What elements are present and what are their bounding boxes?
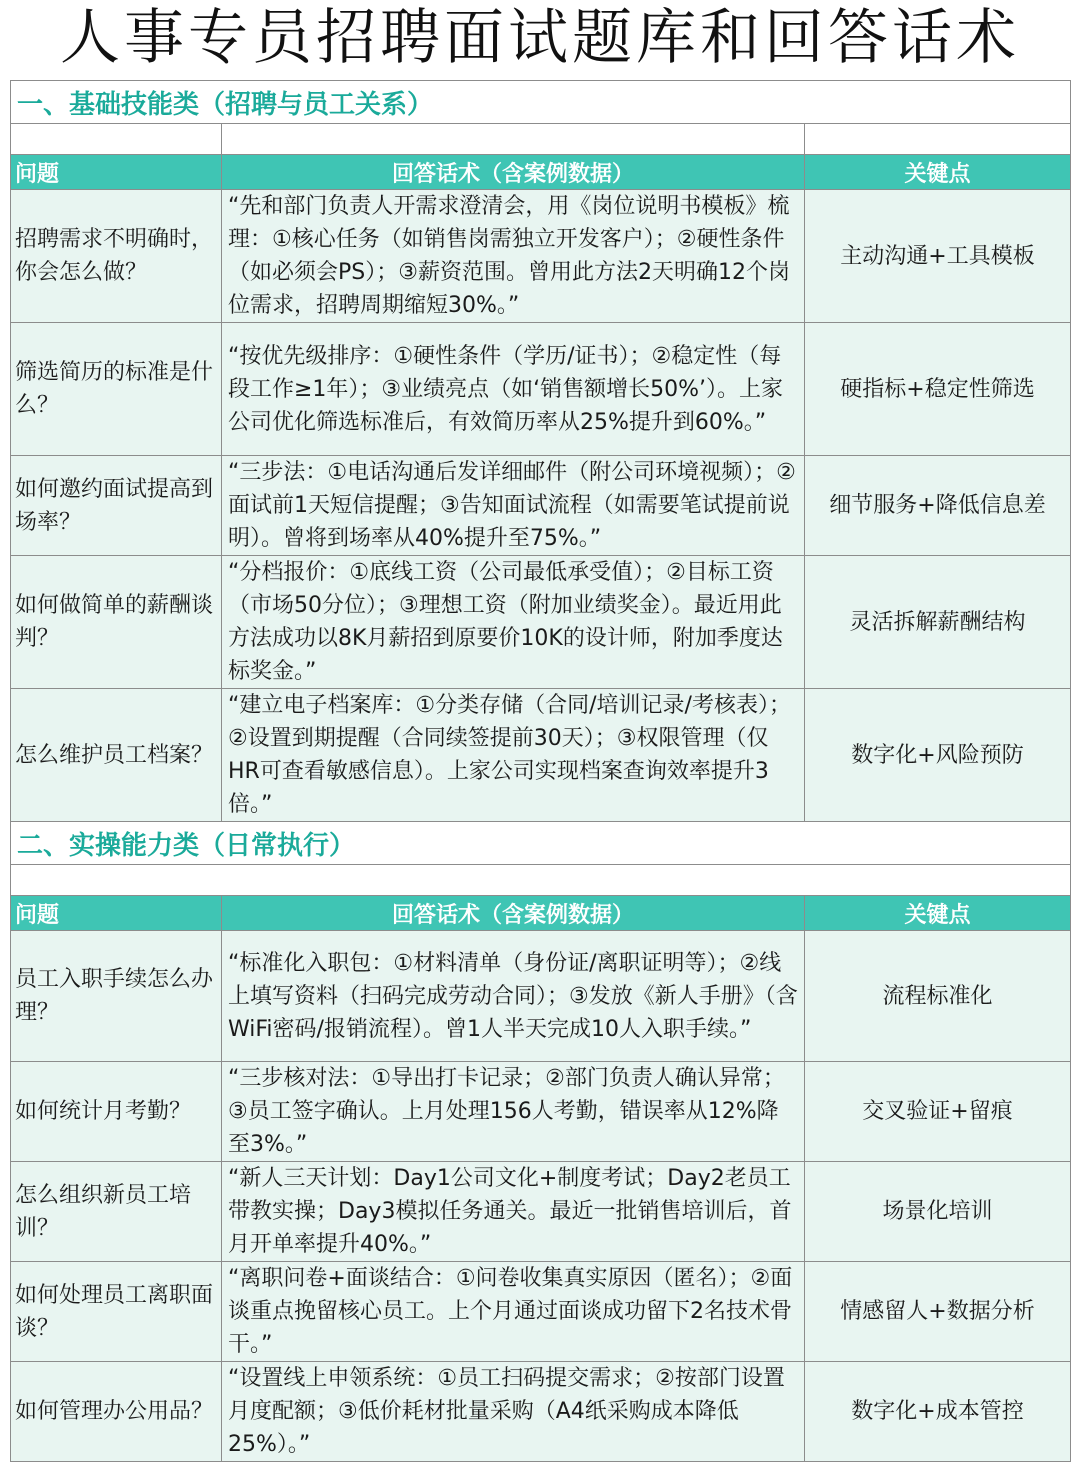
header-answer: 回答话术（含案例数据） (222, 155, 805, 190)
table-row (11, 689, 1071, 822)
header-keypoint: 关键点 (805, 155, 1071, 190)
question-cell: 如何处理员工离职面谈？ (11, 1262, 222, 1362)
question-cell: 员工入职手续怎么办理？ (11, 931, 222, 1062)
header-row (11, 896, 1071, 931)
header-question: 问题 (11, 155, 222, 190)
header-keypoint: 关键点 (805, 896, 1071, 931)
question-cell: 如何统计月考勤？ (11, 1062, 222, 1162)
keypoint-cell: 数字化+成本管控 (805, 1362, 1071, 1462)
header-row (11, 155, 1071, 190)
table-row (11, 556, 1071, 689)
answer-cell: “先和部门负责人开需求澄清会，用《岗位说明书模板》梳理：①核心任务（如销售岗需独立开发客户）；②硬性条件（如必须会PS）；③薪资范围。曾用此方法2天明确12个岗位需求，招聘周期缩短30%。” (222, 190, 805, 323)
answer-cell: “新人三天计划：Day1公司文化+制度考试；Day2老员工带教实操；Day3模拟任务通关。最近一批销售培训后，首月开单率提升40%。” (222, 1162, 805, 1262)
keypoint-cell: 场景化培训 (805, 1162, 1071, 1262)
answer-cell: “分档报价：①底线工资（公司最低承受值）；②目标工资（市场50分位）；③理想工资（附加业绩奖金）。最近用此方法成功以8K月薪招到原要价10K的设计师，附加季度达标奖金。” (222, 556, 805, 689)
table-row (11, 1262, 1071, 1362)
table-row (11, 1162, 1071, 1262)
section-title-row (11, 822, 1071, 865)
question-cell: 如何邀约面试提高到场率？ (11, 456, 222, 556)
question-cell: 怎么维护员工档案？ (11, 689, 222, 822)
keypoint-cell: 细节服务+降低信息差 (805, 456, 1071, 556)
answer-cell: “建立电子档案库：①分类存储（合同/培训记录/考核表）；②设置到期提醒（合同续签提前30天）；③权限管理（仅HR可查看敏感信息）。上家公司实现档案查询效率提升3倍。” (222, 689, 805, 822)
keypoint-cell: 情感留人+数据分析 (805, 1262, 1071, 1362)
question-cell: 招聘需求不明确时，你会怎么做？ (11, 190, 222, 323)
keypoint-cell: 交叉验证+留痕 (805, 1062, 1071, 1162)
interview-table (10, 80, 1071, 1462)
section-title: 二、实操能力类（日常执行） (11, 822, 1071, 865)
section-title-row (11, 81, 1071, 124)
answer-cell: “标准化入职包：①材料清单（身份证/离职证明等）；②线上填写资料（扫码完成劳动合同）；③发放《新人手册》（含WiFi密码/报销流程）。曾1人半天完成10人入职手续。” (222, 931, 805, 1062)
keypoint-cell: 主动沟通+工具模板 (805, 190, 1071, 323)
interview-table-sheet (10, 80, 1070, 1462)
keypoint-cell: 流程标准化 (805, 931, 1071, 1062)
keypoint-cell: 灵活拆解薪酬结构 (805, 556, 1071, 689)
question-cell: 怎么组织新员工培训？ (11, 1162, 222, 1262)
page-title: 人事专员招聘面试题库和回答话术 (60, 3, 1020, 73)
blank-row (11, 865, 1071, 896)
answer-cell: “按优先级排序：①硬性条件（学历/证书）；②稳定性（每段工作≥1年）；③业绩亮点（如‘销售额增长50%’）。上家公司优化筛选标准后，有效简历率从25%提升到60%。” (222, 323, 805, 456)
question-cell: 如何做简单的薪酬谈判？ (11, 556, 222, 689)
answer-cell: “离职问卷+面谈结合：①问卷收集真实原因（匿名）；②面谈重点挽留核心员工。上个月通过面谈成功留下2名技术骨干。” (222, 1262, 805, 1362)
table-row (11, 1362, 1071, 1462)
header-question: 问题 (11, 896, 222, 931)
question-cell: 如何管理办公用品？ (11, 1362, 222, 1462)
table-row (11, 1062, 1071, 1162)
answer-cell: “三步核对法：①导出打卡记录；②部门负责人确认异常；③员工签字确认。上月处理156人考勤，错误率从12%降至3%。” (222, 1062, 805, 1162)
table-row (11, 456, 1071, 556)
table-row (11, 190, 1071, 323)
section-title: 一、基础技能类（招聘与员工关系） (11, 81, 1071, 124)
blank-row (11, 124, 1071, 155)
table-row (11, 931, 1071, 1062)
answer-cell: “设置线上申领系统：①员工扫码提交需求；②按部门设置月度配额；③低价耗材批量采购（A4纸采购成本降低25%）。” (222, 1362, 805, 1462)
header-answer: 回答话术（含案例数据） (222, 896, 805, 931)
keypoint-cell: 数字化+风险预防 (805, 689, 1071, 822)
question-cell: 筛选简历的标准是什么？ (11, 323, 222, 456)
keypoint-cell: 硬指标+稳定性筛选 (805, 323, 1071, 456)
table-row (11, 323, 1071, 456)
answer-cell: “三步法：①电话沟通后发详细邮件（附公司环境视频）；②面试前1天短信提醒；③告知面试流程（如需要笔试提前说明）。曾将到场率从40%提升至75%。” (222, 456, 805, 556)
